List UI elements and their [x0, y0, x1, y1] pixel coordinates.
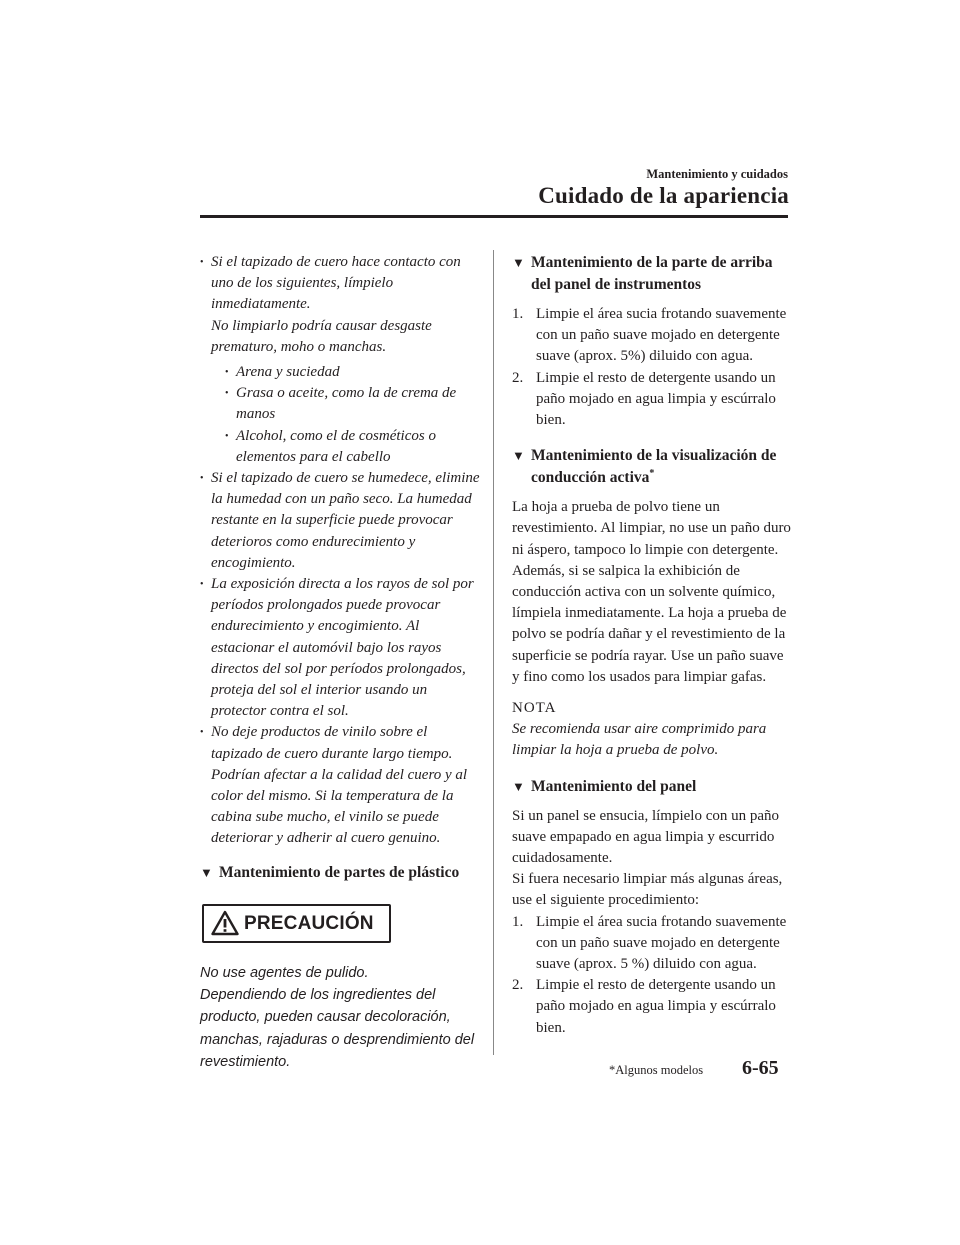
caution-text	[200, 962, 480, 1073]
warning-triangle-icon	[211, 910, 239, 936]
step-text: Limpie el resto de detergente usando un paño mojado en agua limpia y escúrralo bien.	[536, 977, 776, 1036]
asterisk-mark: *	[649, 468, 655, 480]
triangle-down-icon: ▼	[200, 864, 213, 880]
left-column	[200, 252, 480, 1073]
caution-line: No use agentes de pulido.	[200, 964, 369, 981]
sub-item: • Arena y suciedad	[225, 362, 480, 383]
panel-steps	[512, 912, 792, 1039]
caution-label: PRECAUCIÓN	[244, 912, 374, 934]
step-item	[512, 304, 792, 368]
panel-paragraph: Si fuera necesario limpiar más algunas áreas, use el siguiente procedimiento:	[512, 871, 783, 909]
sub-list	[211, 362, 480, 468]
step-text: Limpie el área sucia frotando suavemente con un paño suave mojado en detergente suave (aprox. 5 %) diluido con agua.	[536, 913, 787, 973]
right-column	[512, 252, 792, 1039]
column-divider	[493, 250, 494, 1055]
triangle-down-icon: ▼	[512, 448, 525, 464]
heading-text: Mantenimiento de la parte de arriba del panel de instrumentos	[531, 254, 773, 293]
step-number: 1.	[512, 306, 524, 322]
heading-text: Mantenimiento de partes de plástico	[219, 863, 460, 881]
heading-text	[531, 445, 792, 489]
section-heading-display	[512, 445, 792, 489]
note-text: Se recomienda usar aire comprimido para limpiar la hoja a prueba de polvo.	[512, 721, 767, 759]
caution-banner	[202, 904, 391, 943]
section-heading-plastic	[200, 862, 480, 884]
step-number: 1.	[512, 913, 524, 930]
bullet-leather-contact	[200, 252, 480, 468]
footnote: *Algunos modelos	[609, 1063, 704, 1077]
section-heading-dashboard	[512, 252, 792, 296]
heading-text: Mantenimiento del panel	[531, 777, 697, 795]
display-paragraph: La hoja a prueba de polvo tiene un revestimiento. Al limpiar, no use un paño duro ni áspero, tampoco lo limpie con detergente. Además, si se salpica la exhibición de conducción activa con un solvente químico, límpiela inmediatamente. La hoja a prueba de polvo se podría dañar y el revestimiento de la superficie se podría rayar. Use un paño suave y fino como los usados para limpiar gafas.	[512, 499, 791, 685]
panel-paragraph: Si un panel se ensucia, límpielo con un paño suave empapado en agua limpia y escurrido cuidadosamente.	[512, 807, 780, 867]
bullet-sun-exposure: • La exposición directa a los rayos de sol por períodos prolongados puede provocar endurecimiento y encogimiento. Al estacionar el automóvil bajo los rayos directos del sol por períodos prolongados, proteja del sol el interior usando un protector contra el sol.	[200, 574, 480, 722]
sub-item: • Alcohol, como el de cosméticos o elementos para el cabello	[225, 426, 480, 468]
triangle-down-icon: ▼	[512, 255, 525, 270]
page-number: 6-65	[742, 1057, 779, 1079]
caution-line: Dependiendo de los ingredientes del producto, pueden causar decoloración, manchas, rajaduras o desprendimiento del revestimiento.	[200, 986, 475, 1070]
step-text: Limpie el área sucia frotando suavemente con un paño suave mojado en detergente suave (aprox. 5%) diluido con agua.	[536, 306, 787, 365]
bullet-leather-moisture: • Si el tapizado de cuero se humedece, elimine la humedad con un paño seco. La humedad restante en la superficie puede provocar deterioros como endurecimiento y encogimiento.	[200, 468, 480, 574]
step-item	[512, 975, 792, 1039]
bullet-text: No limpiarlo podría causar desgaste prematuro, moho o manchas.	[211, 317, 432, 355]
step-item	[512, 912, 792, 976]
bullet-text: • Si el tapizado de cuero hace contacto con uno de los siguientes, límpielo inmediatamente.	[211, 254, 461, 313]
header-rule	[200, 215, 788, 218]
step-number: 2.	[512, 369, 524, 386]
sub-item: • Grasa o aceite, como la de crema de manos	[225, 383, 480, 425]
triangle-down-icon: ▼	[512, 778, 525, 794]
heading-label: Mantenimiento de la visualización de conducción activa	[531, 447, 777, 487]
section-heading-panel	[512, 776, 792, 798]
page-title: Cuidado de la apariencia	[538, 183, 789, 208]
note-label: NOTA	[512, 700, 557, 717]
section-label: Mantenimiento y cuidados	[646, 167, 788, 181]
dashboard-steps	[512, 304, 792, 431]
step-number: 2.	[512, 977, 524, 994]
bullet-vinyl: • No deje productos de vinilo sobre el tapizado de cuero durante largo tiempo. Podrían afectar a la calidad del cuero y al color del mismo. Si la temperatura de la cabina sube mucho, el vinilo se puede deteriorar y adherir al cuero genuino.	[200, 722, 480, 849]
step-text: Limpie el resto de detergente usando un paño mojado en agua limpia y escúrralo bien.	[536, 369, 776, 429]
step-item	[512, 368, 792, 432]
